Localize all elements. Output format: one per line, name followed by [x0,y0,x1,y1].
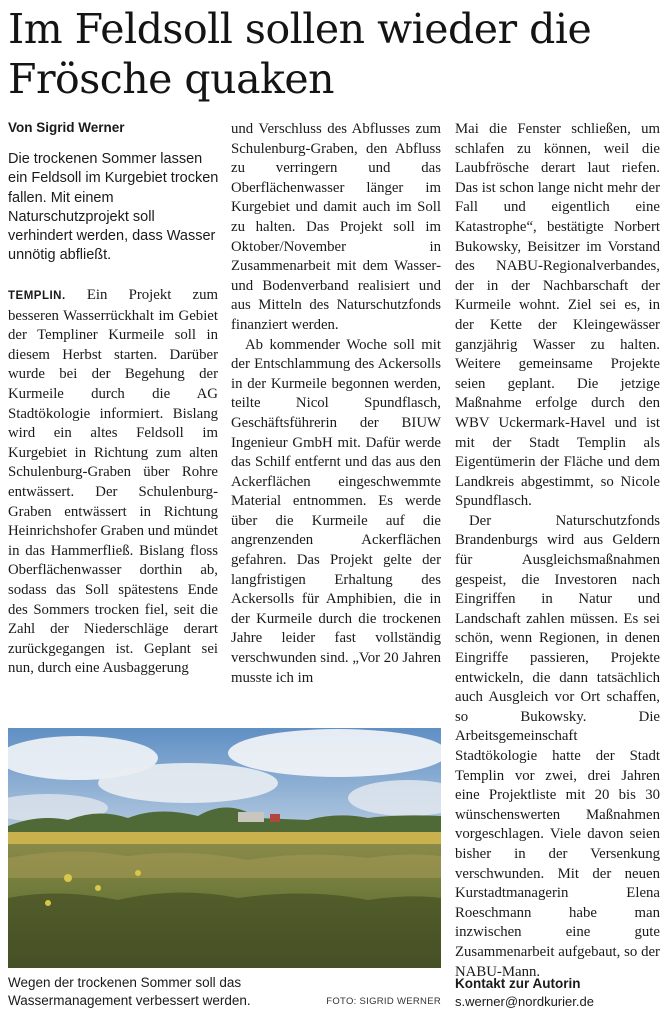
photo-caption: Wegen der trockenen Sommer soll das Wassermanagement verbessert werden. [8,975,251,1008]
headline: Im Feldsoll sollen wieder die Frösche quaken [8,5,592,103]
photo-credit: FOTO: SIGRID WERNER [326,996,441,1007]
article-column-2 [231,120,441,688]
paragraph: und Verschluss des Abflusses zum Schulenburg-Graben, den Abfluss zu verringern und das Oberflächenwasser länger im Kurgebiet und damit auch im Soll zu halten. Das Projekt soll im Oktober/November in Zusammenarbeit mit dem Wasser- und Bodenverband realisiert und aus Mitteln des Naturschutzfonds finanziert werden. [231,121,441,333]
paragraph: Ab kommender Woche soll mit der Entschlammung des Ackersolls in der Kurmeile begonnen werden, teilte Nicol Spundflasch, Geschäftsführerin der BIUW Ingenieur GmbH mit. Dafür werde das Schilf entfernt und das aus den Ackerflächen eingeschwemmte Material entnommen. Es werde über die Kurmeile auf die angrenzenden Ackerflächen gefahren. Das Projekt gelte der langfristigen Erhaltung des Ackersolls für Amphibien, die in der Kurmeile durch die trockenen Jahre leider fast vollständig verschwunden sind. „Vor 20 Jahren musste ich im [231,336,441,686]
contact-email[interactable]: s.werner@nordkurier.de [455,994,594,1009]
article-column-3 [455,120,660,982]
lead-paragraph: Die trockenen Sommer lassen ein Feldsoll im Kurgebiet trocken fallen. Mit einem Naturschutzprojekt soll verhindert werden, dass Wasser unnötig abfließt. [8,151,219,264]
paragraph: Mai die Fenster schließen, um schlafen zu können, weil die Laubfrösche derart laut riefen. Das ist schon lange nicht mehr der Fall und eigentlich eine Katastrophe“, bestätigte Norbert Bukowsky, Beisitzer im Vorstand des NABU-Regionalverbandes, der in der Nachbarschaft der Kurmeile wohnt. Ziel sei es, in der Kette der Kleingewässer ganzjährig Wasser zu halten. Weitere gemeinsame Projekte seien geplant. Die jetzige Maßnahme erfolge durch den WBV Uckermark-Havel und ist mit der Stadt Templin als Eigentümerin der Fläche und dem Landkreis abgestimmt, so Nicole Spundflasch. [455,121,660,510]
article-column-1 [8,286,218,679]
paragraph: Der Naturschutzfonds Brandenburgs wird aus Geldern für Ausgleichsmaßnahmen gespeist, die Investoren nach Eingriffen in Natur und Landschaft zahlen müssen. Es sei schön, wenn Regionen, in denen Eingriffe passieren, Projekte entwickeln, die dann tatsächlich auch Ausgleich vor Ort schaffen, so Bukowsky. Die Arbeitsgemeinschaft Stadtökologie hatte der Stadt Templin vor zwei, drei Jahren eine Projektliste mit 20 bis 30 wünschenswerten Maßnahmen vorgeschlagen. Viele davon seien bisher in der Versenkung verschwunden. Mit der neuen Kurstadtmanagerin Elena Roeschmann habe man inzwischen eine gute Zusammenarbeit aufgebaut, so der NABU-Mann. [455,512,660,980]
byline: Von Sigrid Werner [8,120,125,135]
dateline: TEMPLIN. [8,290,66,302]
article-photo [8,728,441,968]
landscape-photo [8,728,441,968]
paragraph [8,286,218,679]
contact-heading: Kontakt zur Autorin [455,976,581,991]
paragraph-text: Ein Projekt zum besseren Wasserrückhalt im Gebiet der Templiner Kurmeile soll in diesem Herbst starten. Darüber wurde bei der Begehung der Kurmeile durch die AG Stadtökologie informiert. Bislang wird ein altes Feldsoll im Kurgebiet in Richtung zum alten Schulenburg-Graben über Rohre entwässert. Der Schulenburg-Graben entwässert in Richtung Heinrichshofer Graben und mündet in das Hammerfließ. Bislang floss Oberflächenwasser dorthin ab, sodass das Soll spätestens Ende des Sommers trocken fiel, seit die Zahl der Niederschläge derart zurückgegangen ist. Geplant sei nun, durch eine Ausbaggerung [8,287,218,677]
